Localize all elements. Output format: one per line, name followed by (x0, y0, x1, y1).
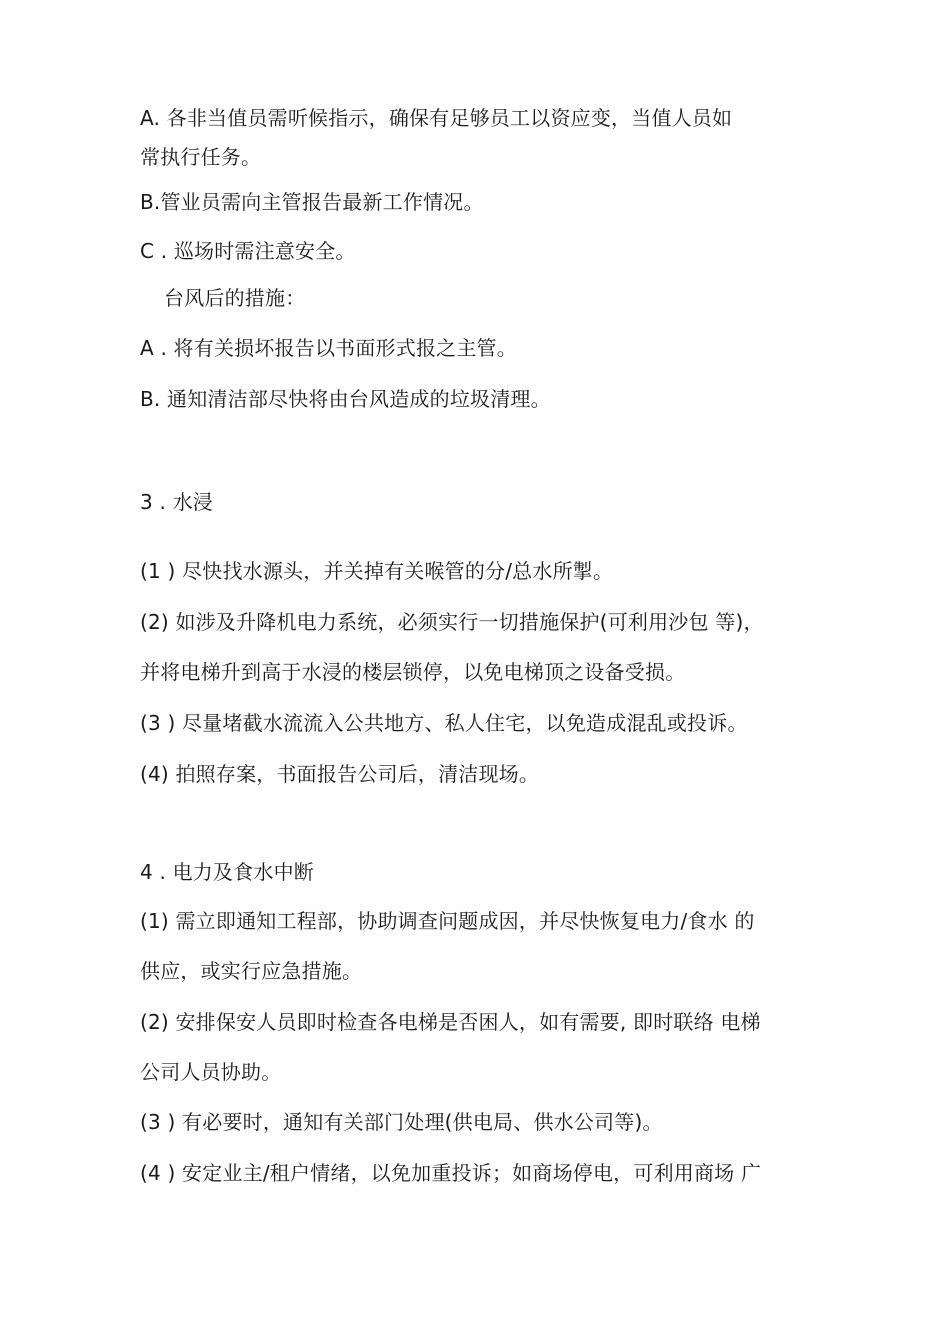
text-line-outage-3: (3 ) 有必要时，通知有关部门处理(供电局、供水公司等)。 (140, 1110, 663, 1134)
text-line-outage-4: (4 ) 安定业主/租户情绪，以免加重投诉；如商场停电，可利用商场 广 (140, 1161, 762, 1185)
text-line-b-cleanup: B. 通知清洁部尽快将由台风造成的垃圾清理。 (140, 387, 551, 411)
text-line-flood-2: (2) 如涉及升降机电力系统，必须实行一切措施保护(可利用沙包 等)， (140, 610, 764, 634)
section-heading-power-water-outage: 4 . 电力及食水中断 (140, 860, 314, 884)
text-line-a-standby: A. 各非当值员需听候指示，确保有足够员工以资应变，当值人员如 (140, 106, 733, 130)
text-line-c-safety: C . 巡场时需注意安全。 (140, 239, 356, 263)
text-line-outage-2: (2) 安排保安人员即时检查各电梯是否困人，如有需要, 即时联络 电梯 (140, 1010, 761, 1034)
text-line-a-damage-report: A . 将有关损坏报告以书面形式报之主管。 (140, 336, 517, 360)
section-heading-flooding: 3 . 水浸 (140, 490, 213, 514)
text-line-b-report: B.管业员需向主管报告最新工作情况。 (140, 190, 484, 214)
text-line-flood-4: (4) 拍照存案，书面报告公司后，清洁现场。 (140, 762, 540, 786)
text-line-flood-2-continued: 并将电梯升到高于水浸的楼层锁停，以免电梯顶之设备受损。 (140, 660, 686, 684)
text-line-outage-1-continued: 供应，或实行应急措施。 (140, 959, 363, 983)
text-line-outage-1: (1) 需立即通知工程部，协助调查问题成因，并尽快恢复电力/食水 的 (140, 909, 755, 933)
section-heading-after-typhoon: 台风后的措施： (164, 286, 306, 310)
text-line-outage-2-continued: 公司人员协助。 (140, 1060, 282, 1084)
text-line-flood-3: (3 ) 尽量堵截水流流入公共地方、私人住宅，以免造成混乱或投诉。 (140, 711, 748, 735)
text-line-a-continued: 常执行任务。 (140, 145, 262, 169)
text-line-flood-1: (1 ) 尽快找水源头，并关掉有关喉管的分/总水所掣。 (140, 559, 614, 583)
